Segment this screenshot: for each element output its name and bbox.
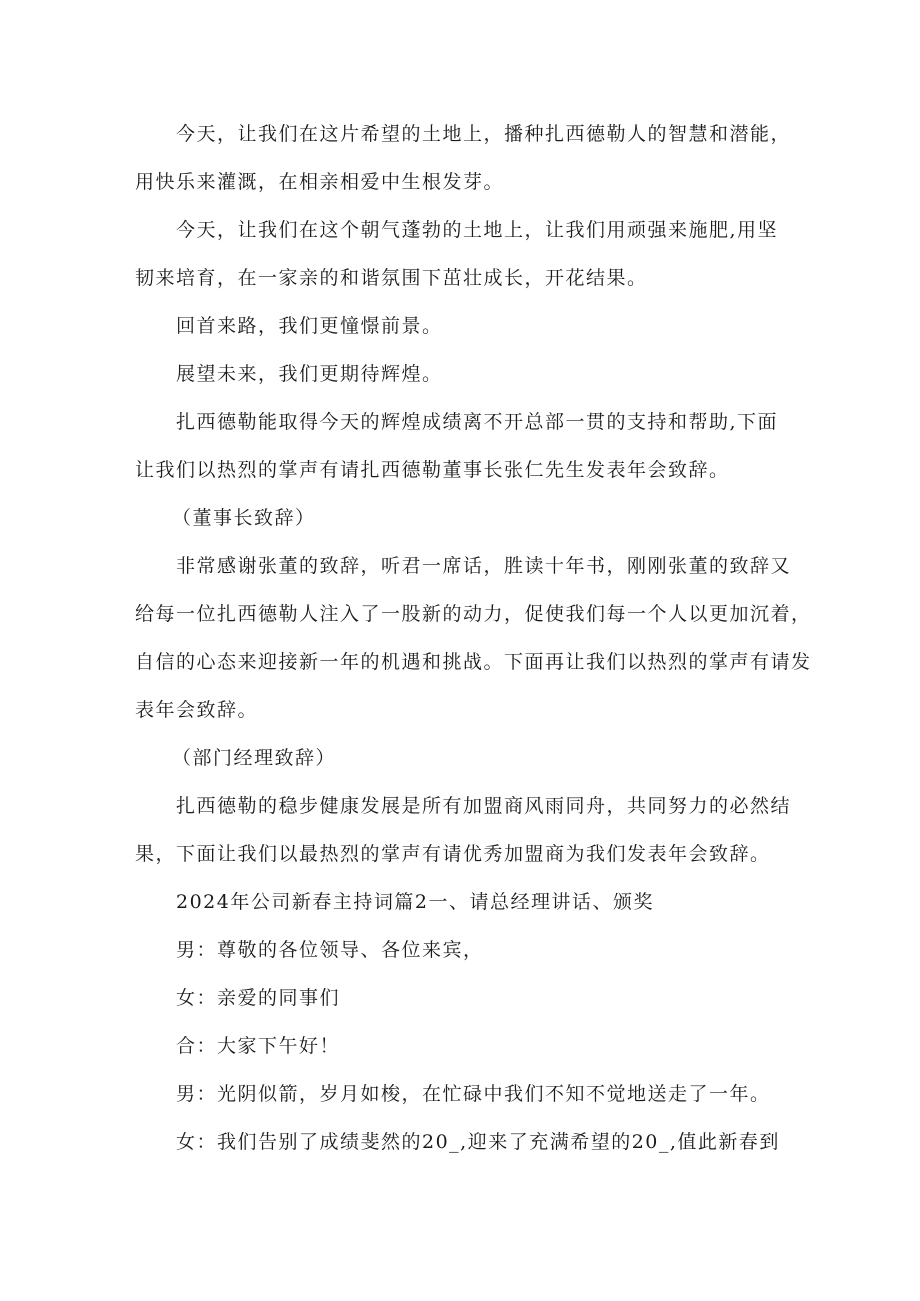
text-line: 自信的心态来迎接新一年的机遇和挑战。下面再让我们以热烈的掌声有请发 [135, 651, 812, 673]
text-line: 给每一位扎西德勒人注入了一股新的动力，促使我们每一个人以更加沉着， [135, 603, 812, 625]
dialogue-line: 男：光阴似箭，岁月如梭，在忙碌中我们不知不觉地送走了一年。 [176, 1083, 771, 1105]
dialogue-line: 女：我们告别了成绩斐然的20_,迎来了充满希望的20_,值此新春到 [176, 1131, 780, 1153]
text-line: 果，下面让我们以最热烈的掌声有请优秀加盟商为我们发表年会致辞。 [135, 843, 771, 865]
section-heading: 2024年公司新春主持词篇2一、请总经理讲话、颁奖 [176, 891, 654, 913]
text-line: 扎西德勒能取得今天的辉煌成绩离不开总部一贯的支持和帮助,下面 [176, 411, 779, 433]
section-note: （董事长致辞） [172, 507, 316, 529]
text-line: 表年会致辞。 [135, 699, 259, 721]
text-line: 用快乐来灌溉，在相亲相爱中生根发芽。 [135, 171, 505, 193]
text-line: 扎西德勒的稳步健康发展是所有加盟商风雨同舟，共同努力的必然结 [176, 795, 792, 817]
dialogue-line: 男：尊敬的各位领导、各位来宾， [176, 939, 484, 961]
text-line: 韧来培育，在一家亲的和谐氛围下茁壮成长，开花结果。 [135, 267, 648, 289]
dialogue-line: 合：大家下午好！ [176, 1035, 341, 1057]
text-line: 回首来路，我们更憧憬前景。 [176, 315, 443, 337]
text-line: 展望未来，我们更期待辉煌。 [176, 363, 443, 385]
section-note: （部门经理致辞） [172, 747, 337, 769]
text-line: 今天，让我们在这个朝气蓬勃的土地上，让我们用顽强来施肥,用坚 [176, 219, 779, 241]
text-line: 今天，让我们在这片希望的土地上，播种扎西德勒人的智慧和潜能， [176, 123, 792, 145]
text-line: 让我们以热烈的掌声有请扎西德勒董事长张仁先生发表年会致辞。 [135, 459, 730, 481]
dialogue-line: 女：亲爱的同事们 [176, 987, 341, 1009]
text-line: 非常感谢张董的致辞，听君一席话，胜读十年书，刚刚张董的致辞又 [176, 555, 792, 577]
